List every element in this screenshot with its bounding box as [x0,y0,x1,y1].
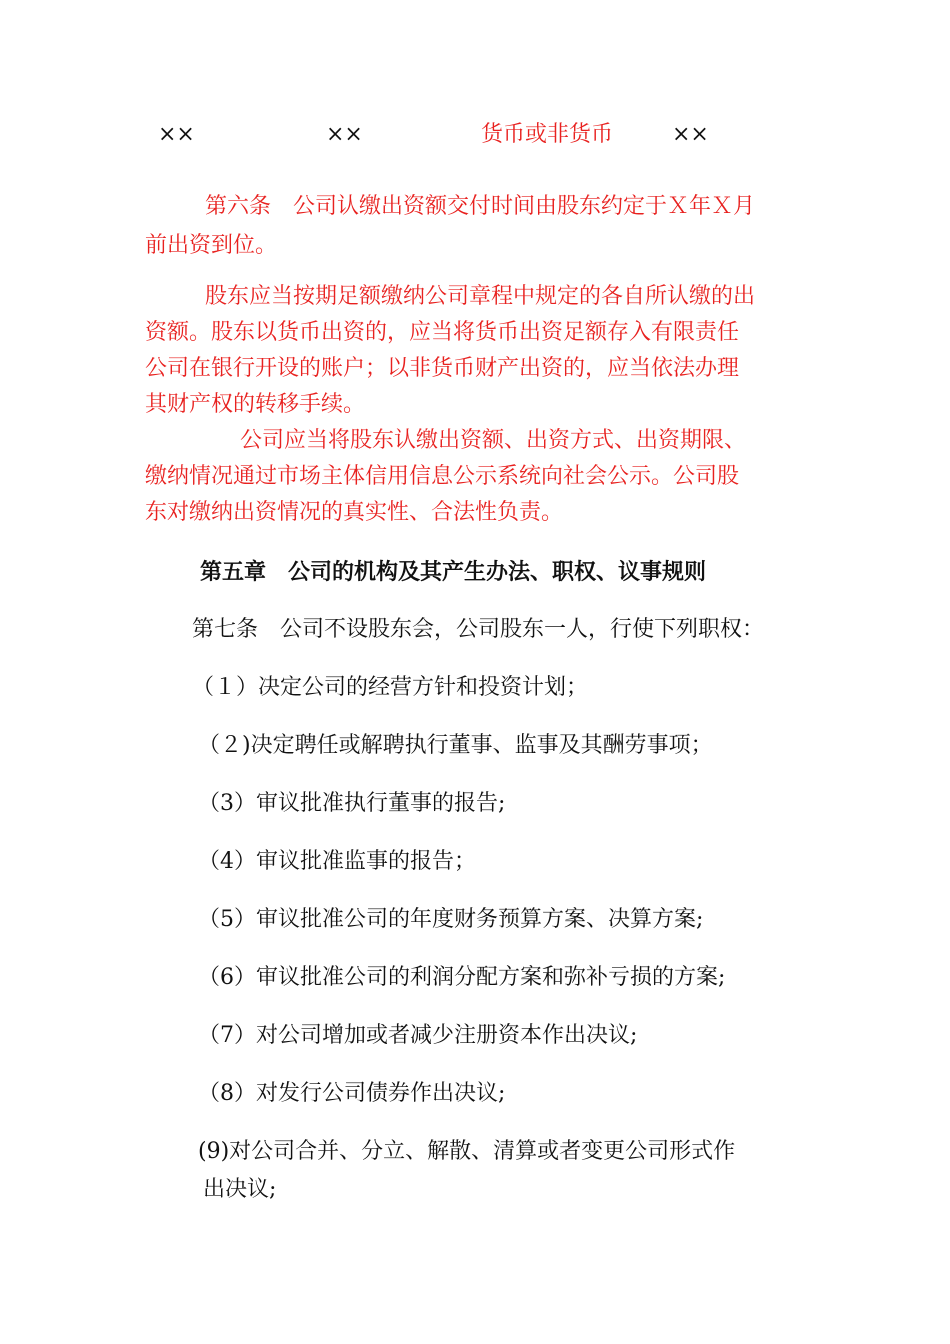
disclosure-line-1: 公司应当将股东认缴出资额、出资方式、出资期限、 [240,428,747,453]
table-cell-shareholder: ×× [158,122,195,147]
table-cell-date: ×× [672,122,709,147]
payment-line-4: 其财产权的转移手续。 [145,392,366,417]
list-item: (9)对公司合并、分立、解散、清算或者变更公司形式作 [198,1139,736,1164]
list-item: （4）审议批准监事的报告； [198,849,476,874]
list-item: （8）对发行公司债券作出决议; [198,1081,506,1106]
disclosure-line-2: 缴纳情况通过市场主体信用信息公示系统向社会公示。公司股 [145,464,740,489]
disclosure-line-3: 东对缴纳出资情况的真实性、合法性负责。 [145,500,564,525]
list-item: （5）审议批准公司的年度财务预算方案、决算方案; [198,907,704,932]
list-item: （3）审议批准执行董事的报告; [198,791,506,816]
article-6-line-1: 第六条 公司认缴出资额交付时间由股东约定于Ｘ年Ｘ月 [205,194,756,219]
payment-line-2: 资额。股东以货币出资的，应当将货币出资足额存入有限责任 [145,320,740,345]
chapter-5-heading: 第五章 公司的机构及其产生办法、职权、议事规则 [200,559,707,585]
list-item: （6）审议批准公司的利润分配方案和弥补亏损的方案; [198,965,726,990]
article-7: 第七条 公司不设股东会，公司股东一人，行使下列职权： [192,617,765,642]
payment-line-1: 股东应当按期足额缴纳公司章程中规定的各自所认缴的出 [205,284,756,309]
list-item: 出决议; [203,1177,277,1202]
list-item: （１）决定公司的经营方针和投资计划； [192,675,589,700]
article-6-line-2: 前出资到位。 [145,233,278,258]
table-cell-contribution-type: 货币或非货币 [481,122,614,147]
list-item: （7）对公司增加或者减少注册资本作出决议; [198,1023,638,1048]
table-cell-amount: ×× [326,122,363,147]
payment-line-3: 公司在银行开设的账户；以非货币财产出资的，应当依法办理 [145,356,740,381]
list-item: （２)决定聘任或解聘执行董事、监事及其酬劳事项； [198,733,713,758]
